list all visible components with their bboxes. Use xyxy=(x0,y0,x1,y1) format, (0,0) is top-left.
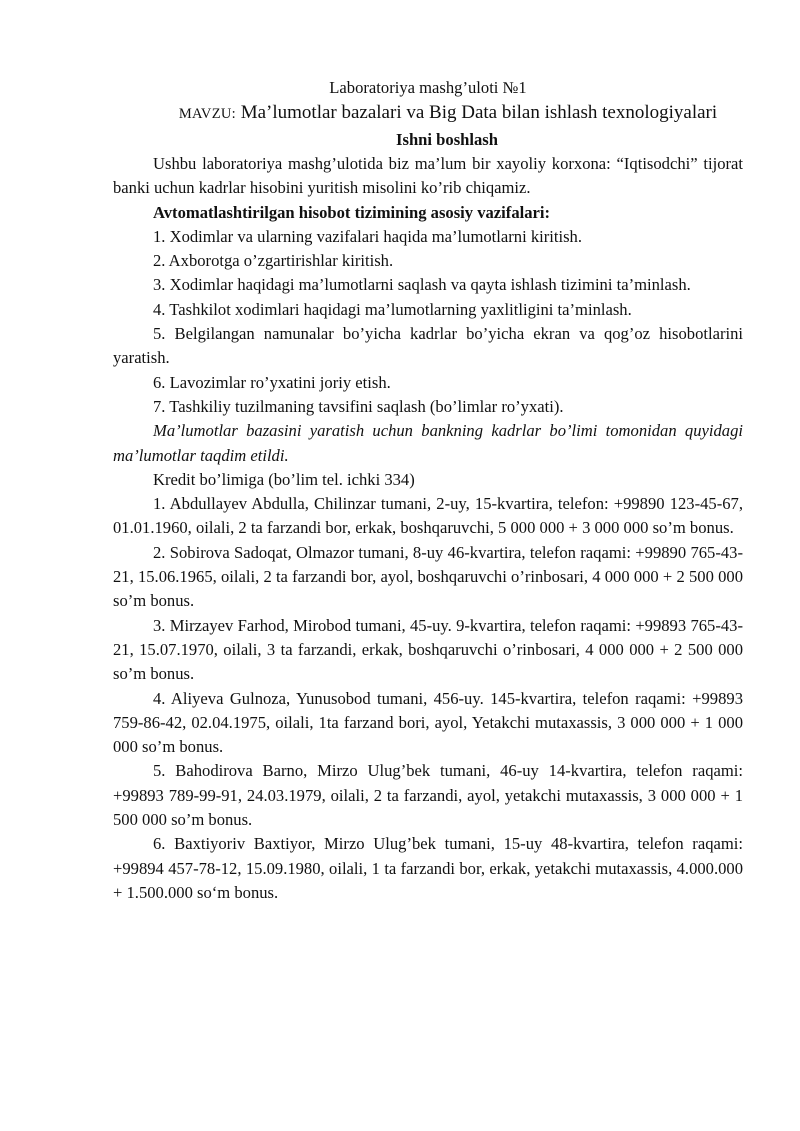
tasks-heading: Avtomatlashtirilgan hisobot tizimining asosiy vazifalari: xyxy=(153,202,551,222)
task-item: 5. Belgilangan namunalar bo’yicha kadrlar bo’yicha ekran va qog’oz hisobotlarini yaratish. xyxy=(113,324,743,368)
document-title: Laboratoriya mashg’uloti №1 xyxy=(329,78,527,97)
task-item: 7. Tashkiliy tuzilmaning tavsifini saqlash (bo’limlar ro’yxati). xyxy=(153,396,564,416)
employees-list xyxy=(113,492,743,905)
document-page xyxy=(113,76,743,905)
task-item: 2. Axborotga o’zgartirishlar kiritish. xyxy=(153,251,394,271)
intro-paragraph: Ushbu laboratoriya mashg’ulotida biz ma’lum bir xayoliy korxona: “Iqtisodchi” tijorat banki uchun kadrlar hisobini yuritish misolini ko’rib chiqamiz. xyxy=(113,154,743,198)
topic-label: MAVZU: xyxy=(178,106,236,122)
task-item: 4. Tashkilot xodimlari haqidagi ma’lumotlarning yaxlitligini ta’minlash. xyxy=(153,299,632,319)
employee-entry: 3. Mirzayev Farhod, Mirobod tumani, 45-uy. 9-kvartira, telefon raqami: +99893 765-43-21, 15.07.1970, oilali, 3 ta farzandi, erkak, boshqaruvchi o’rinbosari, 4 000 000 + 2 500 000 so’m bonus. xyxy=(113,615,743,684)
employee-entry: 6. Baxtiyoriv Baxtiyor, Mirzo Ulug’bek tumani, 15-uy 48-kvartira, telefon raqami: +99894 457-78-12, 15.09.1980, oilali, 1 ta farzandi bor, erkak, yetakchi mutaxassis, 4.000.000 + 1.500.000 so‘m bonus. xyxy=(113,834,743,902)
employee-entry: 4. Aliyeva Gulnoza, Yunusobod tumani, 456-uy. 145-kvartira, telefon raqami: +99893 759-86-42, 02.04.1975, oilali, 1ta farzand bori, ayol, Yetakchi mutaxassis, 3 000 000 + 1 000 000 so’m bonus. xyxy=(113,688,743,757)
topic-text: Ma’lumotlar bazalari va Big Data bilan ishlash texnologiyalari xyxy=(240,102,718,123)
data-note: Ma’lumotlar bazasini yaratish uchun bankning kadrlar bo’limi tomonidan quyidagi ma’lumotlar taqdim etildi. xyxy=(113,421,743,465)
department-line: Kredit bo’limiga (bo’lim tel. ichki 334) xyxy=(153,469,415,489)
employee-entry: 5. Bahodirova Barno, Mirzo Ulug’bek tumani, 46-uy 14-kvartira, telefon raqami: +99893 789-99-91, 24.03.1979, oilali, 2 ta farzandi, ayol, yetakchi mutaxassis, 3 000 000 + 1 500 000 so’m bonus. xyxy=(113,761,743,830)
tasks-list xyxy=(113,225,743,419)
employee-entry: 1. Abdullayev Abdulla, Chilinzar tumani, 2-uy, 15-kvartira, telefon: +99890 123-45-67, 01.01.1960, oilali, 2 ta farzandi bor, erkak, boshqaruvchi, 5 000 000 + 3 000 000 so’m bonus. xyxy=(113,494,743,538)
task-item: 6. Lavozimlar ro’yxatini joriy etish. xyxy=(153,372,391,392)
topic-heading xyxy=(113,100,743,127)
section-heading: Ishni boshlash xyxy=(396,130,498,149)
task-item: 1. Xodimlar va ularning vazifalari haqida ma’lumotlarni kiritish. xyxy=(153,226,583,246)
task-item: 3. Xodimlar haqidagi ma’lumotlarni saqlash va qayta ishlash tizimini ta’minlash. xyxy=(153,275,691,295)
employee-entry: 2. Sobirova Sadoqat, Olmazor tumani, 8-uy 46-kvartira, telefon raqami: +99890 765-43-21, 15.06.1965, oilali, 2 ta farzandi bor, ayol, boshqaruvchi o’rinbosari, 4 000 000 + 2 500 000 so’m bonus. xyxy=(113,542,743,611)
